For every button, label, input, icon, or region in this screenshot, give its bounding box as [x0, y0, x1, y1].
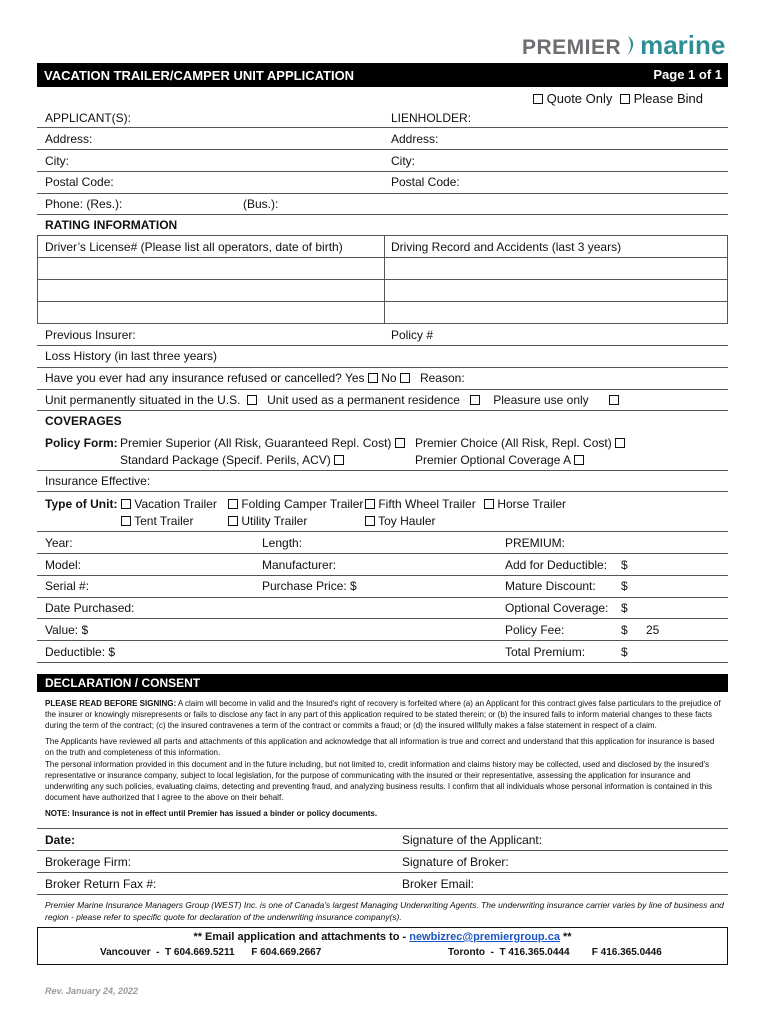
- lienholder-city-label: City:: [391, 154, 415, 168]
- policy-number-label: Policy #: [391, 328, 434, 342]
- pleasure-use-label: Pleasure use only: [493, 393, 589, 407]
- divider: [37, 171, 728, 172]
- declaration-heading: DECLARATION / CONSENT: [45, 676, 201, 690]
- table-border: [727, 235, 728, 323]
- unit-vacation-trailer[interactable]: [121, 497, 217, 511]
- horse-trailer-checkbox[interactable]: [484, 499, 494, 509]
- standard-package-label: Standard Package (Specif. Perils, ACV): [120, 453, 331, 467]
- premier-superior-option[interactable]: [120, 436, 405, 450]
- standard-package-checkbox[interactable]: [334, 455, 344, 465]
- broker-email-label: Broker Email:: [402, 877, 475, 891]
- coverages-heading: COVERAGES: [45, 414, 122, 428]
- divider: [37, 389, 728, 390]
- contact-box: [37, 927, 728, 965]
- standard-package-option[interactable]: [120, 453, 344, 467]
- driving-record-header: Driving Record and Accidents (last 3 years): [391, 240, 622, 254]
- quote-option[interactable]: [533, 91, 612, 106]
- applicant-address-label: Address:: [45, 132, 93, 146]
- refused-yes-checkbox[interactable]: [368, 373, 378, 383]
- divider: [37, 894, 728, 895]
- premier-superior-checkbox[interactable]: [395, 438, 405, 448]
- divider: [37, 214, 728, 215]
- premier-superior-label: Premier Superior (All Risk, Guaranteed Repl. Cost): [120, 436, 392, 450]
- rating-heading: RATING INFORMATION: [45, 218, 178, 232]
- refused-no-label: No: [381, 371, 397, 385]
- tent-trailer-label: Tent Trailer: [134, 514, 194, 528]
- signature-broker-label: Signature of Broker:: [402, 855, 509, 869]
- policy-fee-dollar: $: [621, 623, 628, 637]
- situated-us-checkbox[interactable]: [247, 395, 257, 405]
- applicant-postal-label: Postal Code:: [45, 175, 114, 189]
- divider: [37, 531, 728, 532]
- date-label: Date:: [45, 833, 76, 847]
- previous-insurer-label: Previous Insurer:: [45, 328, 136, 342]
- bind-option[interactable]: [620, 91, 703, 106]
- declaration-paragraph-2: The Applicants have reviewed all parts and attachments of this application and acknowledge that all information is true and correct and understand that this application for insurance is based on the truth and completeness of this information.: [45, 737, 715, 757]
- unit-folding-camper[interactable]: [228, 497, 363, 511]
- policy-fee-value: 25: [646, 623, 660, 637]
- year-label: Year:: [45, 536, 73, 550]
- company-statement: Premier Marine Insurance Managers Group (WEST) Inc. is one of Canada’s largest Managing Underwriting Agents. The underwriting insurance carrier varies by line of business and region - please refer to specific quote for declaration of the underwriting insurance company(s).: [45, 900, 724, 922]
- manufacturer-label: Manufacturer:: [262, 558, 337, 572]
- optional-coverage-a-option[interactable]: [415, 453, 584, 467]
- declaration-bar: [37, 674, 728, 692]
- permanent-residence-label: Unit used as a permanent residence: [267, 393, 460, 407]
- divider: [37, 149, 728, 150]
- broker-fax-label: Broker Return Fax #:: [45, 877, 157, 891]
- premier-choice-label: Premier Choice (All Risk, Repl. Cost): [415, 436, 612, 450]
- unit-fifth-wheel[interactable]: [365, 497, 476, 511]
- logo-wave-icon: [626, 35, 636, 57]
- declaration-paragraph-3: The personal information provided in this document and in the future including, but not limited to, credit information and claims history may be collected, used and disclosed by the insured's representative or insurance company, subject to local legislation, for the purpose of communicating with the insured or their representative, assessing the application for insurance and underwriting any such policies, evaluating claims, detecting and preventing fraud, and analyzing business results. I confirm that all individuals whose personal information is contained in this document have authorized that I agree to the above on their behalf.: [45, 760, 713, 802]
- divider: [37, 323, 728, 324]
- optional-coverage-a-checkbox[interactable]: [574, 455, 584, 465]
- lienholder-label: LIENHOLDER:: [391, 111, 472, 125]
- applicant-city-label: City:: [45, 154, 69, 168]
- refused-yes-label: Yes: [344, 371, 365, 385]
- utility-trailer-label: Utility Trailer: [241, 514, 308, 528]
- page-title: VACATION TRAILER/CAMPER UNIT APPLICATION: [44, 68, 355, 83]
- premier-choice-option[interactable]: [415, 436, 625, 450]
- email-instruction-post: **: [563, 931, 572, 943]
- email-instruction-pre: ** Email application and attachments to -: [193, 931, 407, 943]
- toy-hauler-label: Toy Hauler: [378, 514, 436, 528]
- divider: [37, 828, 728, 829]
- unit-horse-trailer[interactable]: [484, 497, 566, 511]
- premier-choice-checkbox[interactable]: [615, 438, 625, 448]
- divider: [37, 618, 728, 619]
- add-deductible-dollar: $: [621, 558, 628, 572]
- insurance-effective-label: Insurance Effective:: [45, 474, 151, 488]
- unit-tent-trailer[interactable]: [121, 514, 193, 528]
- divider: [37, 575, 728, 576]
- total-premium-label: Total Premium:: [505, 645, 586, 659]
- applicants-label: APPLICANT(S):: [45, 111, 132, 125]
- pleasure-use-checkbox[interactable]: [609, 395, 619, 405]
- table-border: [37, 235, 38, 323]
- horse-trailer-label: Horse Trailer: [497, 497, 567, 511]
- divider: [37, 127, 728, 128]
- divider: [37, 279, 728, 280]
- logo-marine-text: marine: [640, 30, 726, 60]
- purchase-price-label: Purchase Price: $: [262, 579, 357, 593]
- divider: [37, 491, 728, 492]
- divider: [37, 640, 728, 641]
- phone-bus-label: (Bus.):: [243, 197, 279, 211]
- folding-camper-checkbox[interactable]: [228, 499, 238, 509]
- date-purchased-label: Date Purchased:: [45, 601, 135, 615]
- deductible-label: Deductible: $: [45, 645, 116, 659]
- lienholder-postal-label: Postal Code:: [391, 175, 460, 189]
- please-bind-checkbox[interactable]: [620, 94, 630, 104]
- length-label: Length:: [262, 536, 303, 550]
- page-number: Page 1 of 1: [653, 67, 722, 82]
- toy-hauler-checkbox[interactable]: [365, 516, 375, 526]
- fifth-wheel-checkbox[interactable]: [365, 499, 375, 509]
- premium-label: PREMIUM:: [505, 536, 565, 550]
- email-link[interactable]: newbizrec@premiergroup.ca: [409, 931, 560, 943]
- table-border: [384, 235, 385, 323]
- please-bind-label: Please Bind: [633, 91, 704, 106]
- declaration-paragraph-1: [45, 698, 725, 731]
- total-premium-dollar: $: [621, 645, 628, 659]
- optional-coverage-label: Optional Coverage:: [505, 601, 609, 615]
- divider: [37, 345, 728, 346]
- divider: [37, 193, 728, 194]
- divider: [37, 662, 728, 663]
- divider: [37, 597, 728, 598]
- value-label: Value: $: [45, 623, 89, 637]
- folding-camper-label: Folding Camper Trailer: [241, 497, 364, 511]
- divider: [37, 410, 728, 411]
- mature-discount-label: Mature Discount:: [505, 579, 596, 593]
- brokerage-firm-label: Brokerage Firm:: [45, 855, 132, 869]
- revision-date: Rev. January 24, 2022: [45, 986, 139, 996]
- policy-form-label: Policy Form:: [45, 436, 118, 450]
- divider: [37, 235, 728, 236]
- fifth-wheel-label: Fifth Wheel Trailer: [378, 497, 476, 511]
- drivers-license-header: Driver’s License# (Please list all operators, date of birth): [45, 240, 343, 254]
- reason-label: Reason:: [419, 371, 465, 385]
- optional-coverage-a-label: Premier Optional Coverage A: [415, 453, 571, 467]
- vacation-trailer-checkbox[interactable]: [121, 499, 131, 509]
- permanent-residence-checkbox[interactable]: [470, 395, 480, 405]
- loss-history-label: Loss History (in last three years): [45, 349, 218, 363]
- type-of-unit-label: Type of Unit:: [45, 497, 118, 511]
- divider: [37, 301, 728, 302]
- add-deductible-label: Add for Deductible:: [505, 558, 608, 572]
- divider: [37, 850, 728, 851]
- model-label: Model:: [45, 558, 82, 572]
- vancouver-contact: Vancouver - T 604.669.5211 F 604.669.2667: [100, 947, 322, 958]
- optional-coverage-dollar: $: [621, 601, 628, 615]
- mature-discount-dollar: $: [621, 579, 628, 593]
- utility-trailer-checkbox[interactable]: [228, 516, 238, 526]
- quote-only-checkbox[interactable]: [533, 94, 543, 104]
- divider: [37, 367, 728, 368]
- refused-question: [45, 371, 465, 385]
- divider: [37, 553, 728, 554]
- unit-toy-hauler[interactable]: [365, 514, 435, 528]
- lienholder-address-label: Address:: [391, 132, 439, 146]
- tent-trailer-checkbox[interactable]: [121, 516, 131, 526]
- divider: [37, 257, 728, 258]
- situated-us-label: Unit permanently situated in the U.S.: [45, 393, 241, 407]
- unit-utility-trailer[interactable]: [228, 514, 307, 528]
- declaration-lead: PLEASE READ BEFORE SIGNING:: [45, 699, 177, 708]
- refused-no-checkbox[interactable]: [400, 373, 410, 383]
- refused-question-label: Have you ever had any insurance refused or cancelled?: [45, 371, 342, 385]
- divider: [37, 872, 728, 873]
- serial-label: Serial #:: [45, 579, 90, 593]
- phone-res-label: Phone: (Res.):: [45, 197, 123, 211]
- declaration-note: NOTE: Insurance is not in effect until Premier has issued a binder or policy documents.: [45, 809, 378, 818]
- divider: [37, 470, 728, 471]
- email-instruction: [38, 931, 727, 943]
- policy-fee-label: Policy Fee:: [505, 623, 565, 637]
- vacation-trailer-label: Vacation Trailer: [134, 497, 217, 511]
- signature-applicant-label: Signature of the Applicant:: [402, 833, 543, 847]
- company-logo: [522, 30, 725, 58]
- quote-only-label: Quote Only: [546, 91, 613, 106]
- usage-row: [45, 393, 619, 407]
- logo-premier-text: PREMIER: [522, 36, 622, 59]
- toronto-contact: Toronto - T 416.365.0444 F 416.365.0446: [448, 947, 662, 958]
- declaration-text-1: A claim will become in valid and the Insured's right of recovery is forfeited where (a) an Applicant for this contract gives false particulars to the prejudice of the insurer or knowingly misrepresents or fails to disclose any fact in any part of this application required to be stated therein; or (b) the insured fails to inform material changes to these facts during the term of the contract; (c) the insured contravenes a term of the contract or commits a fraud; or (d) the insured willfully makes a false statement in respect of a claim.: [45, 699, 721, 730]
- title-bar: [37, 63, 728, 87]
